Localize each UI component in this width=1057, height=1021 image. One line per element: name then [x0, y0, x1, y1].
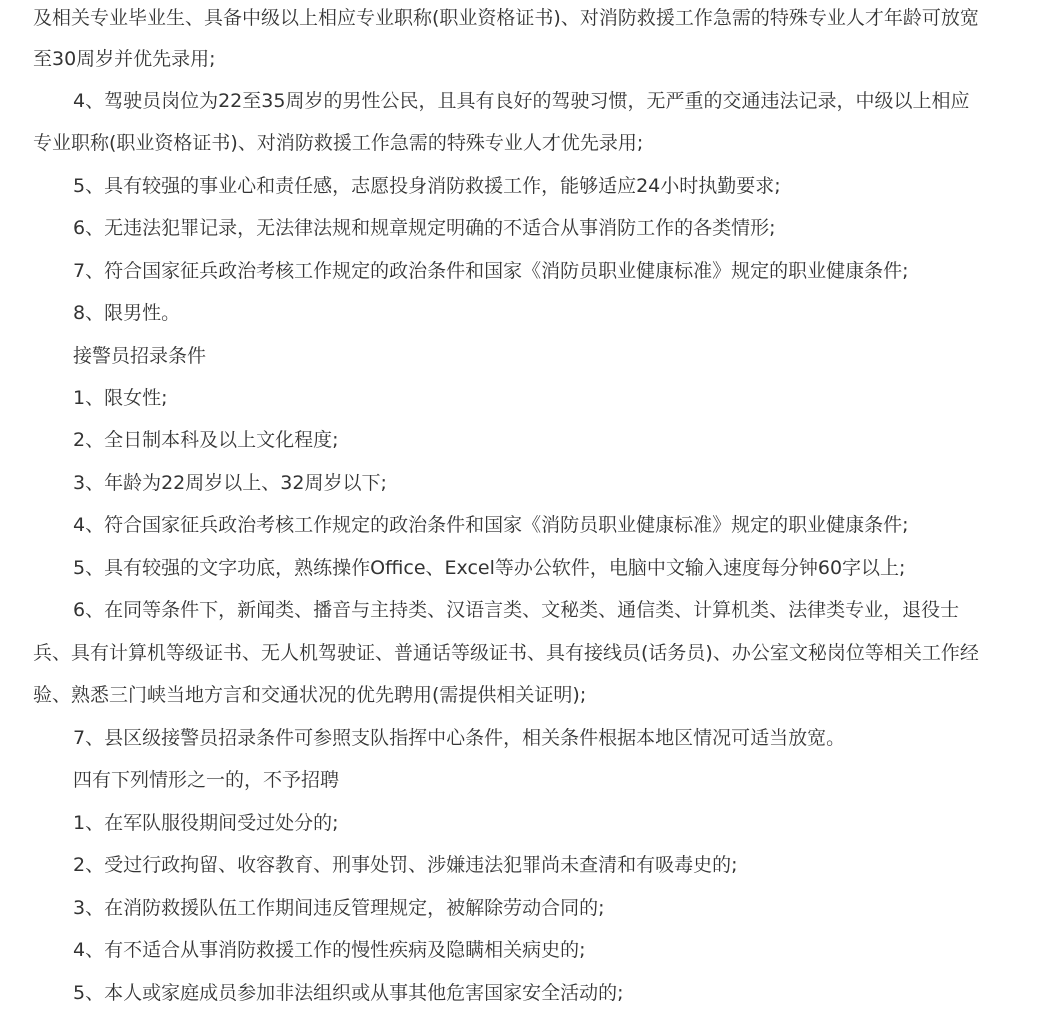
paragraph-line: 2、受过行政拘留、收容教育、刑事处罚、涉嫌违法犯罪尚未查清和有吸毒史的;: [73, 854, 738, 876]
paragraph-line: 3、在消防救援队伍工作期间违反管理规定，被解除劳动合同的;: [73, 897, 605, 919]
section-heading: 接警员招录条件: [73, 345, 207, 367]
paragraph-line: 1、限女性;: [73, 387, 168, 409]
paragraph-line: 8、限男性。: [73, 302, 181, 324]
paragraph-line: 及相关专业毕业生、具备中级以上相应专业职称(职业资格证书)、对消防救援工作急需的特殊专业人才年龄可放宽: [33, 7, 979, 29]
paragraph-line: 4、驾驶员岗位为22至35周岁的男性公民，且具有良好的驾驶习惯，无严重的交通违法记录，中级以上相应: [73, 90, 970, 112]
paragraph-line: 5、具有较强的事业心和责任感，志愿投身消防救援工作，能够适应24小时执勤要求;: [73, 175, 781, 197]
paragraph-line: 4、有不适合从事消防救援工作的慢性疾病及隐瞒相关病史的;: [73, 939, 586, 961]
paragraph-line: 3、年龄为22周岁以上、32周岁以下;: [73, 472, 387, 494]
paragraph-line: 5、本人或家庭成员参加非法组织或从事其他危害国家安全活动的;: [73, 982, 624, 1004]
paragraph-line: 2、全日制本科及以上文化程度;: [73, 429, 339, 451]
paragraph-line: 专业职称(职业资格证书)、对消防救援工作急需的特殊专业人才优先录用;: [33, 132, 644, 154]
paragraph-line: 7、符合国家征兵政治考核工作规定的政治条件和国家《消防员职业健康标准》规定的职业健康条件;: [73, 260, 909, 282]
paragraph-line: 1、在军队服役期间受过处分的;: [73, 812, 339, 834]
paragraph-line: 兵、具有计算机等级证书、无人机驾驶证、普通话等级证书、具有接线员(话务员)、办公室文秘岗位等相关工作经: [33, 642, 979, 664]
section-heading: 四有下列情形之一的，不予招聘: [73, 769, 340, 791]
paragraph-line: 6、无违法犯罪记录，无法律法规和规章规定明确的不适合从事消防工作的各类情形;: [73, 217, 776, 239]
paragraph-line: 5、具有较强的文字功底，熟练操作Office、Excel等办公软件，电脑中文输入速度每分钟60字以上;: [73, 557, 906, 579]
paragraph-line: 6、在同等条件下，新闻类、播音与主持类、汉语言类、文秘类、通信类、计算机类、法律类专业，退役士: [73, 599, 960, 621]
paragraph-line: 至30周岁并优先录用;: [33, 48, 216, 70]
paragraph-line: 4、符合国家征兵政治考核工作规定的政治条件和国家《消防员职业健康标准》规定的职业健康条件;: [73, 514, 909, 536]
paragraph-line: 验、熟悉三门峡当地方言和交通状况的优先聘用(需提供相关证明);: [33, 684, 587, 706]
paragraph-line: 7、县区级接警员招录条件可参照支队指挥中心条件，相关条件根据本地区情况可适当放宽。: [73, 727, 846, 749]
